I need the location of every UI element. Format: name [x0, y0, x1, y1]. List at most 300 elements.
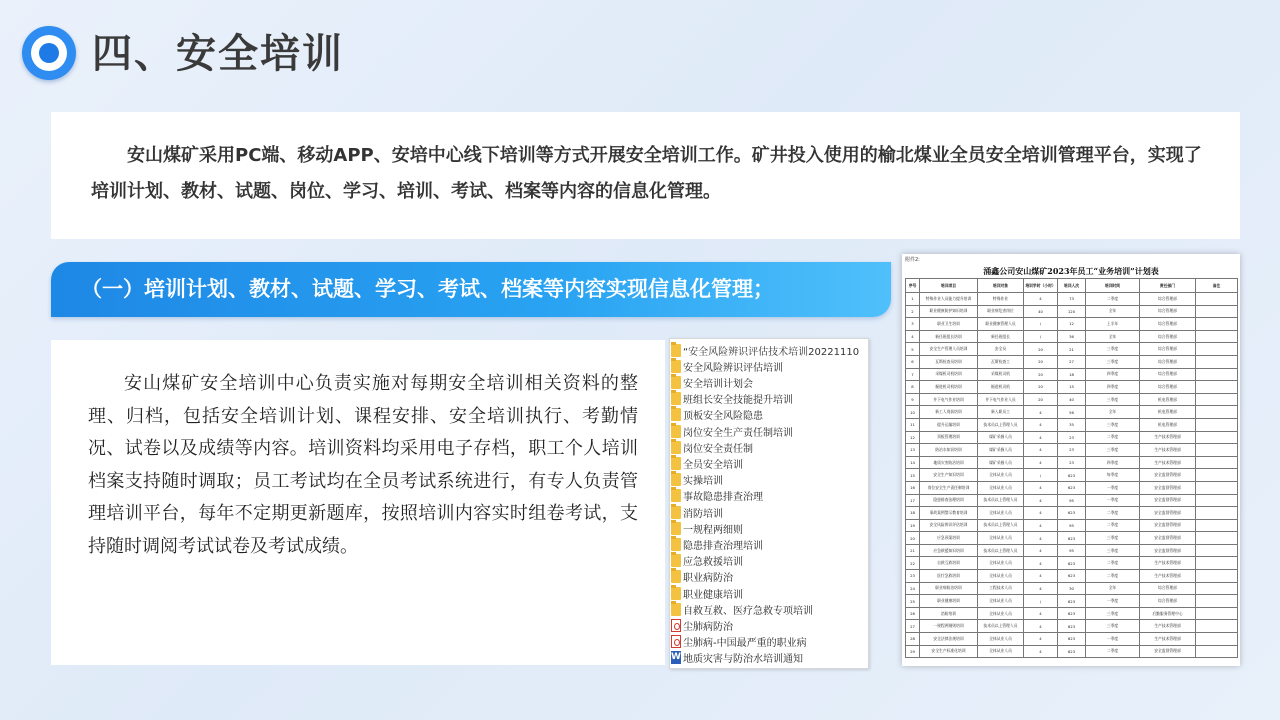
table-cell: [1196, 544, 1238, 557]
plan-title: 涌鑫公司安山煤矿2023年员工“业务培训”计划表: [983, 266, 1159, 276]
folder-icon: [671, 392, 681, 405]
table-cell: [1196, 570, 1238, 583]
table-cell: [1196, 607, 1238, 620]
body-panel: [51, 340, 665, 665]
table-cell: 17: [906, 494, 920, 507]
table-cell: 三季度: [1086, 444, 1140, 457]
pdf-file-icon: [671, 635, 681, 648]
table-cell: 二季度: [1086, 519, 1140, 532]
table-cell: 新任班组长培训: [920, 330, 978, 343]
folder-icon: [671, 376, 681, 389]
table-cell: [1196, 431, 1238, 444]
folder-icon: [671, 489, 681, 502]
table-cell: 623: [1058, 595, 1086, 608]
table-cell: 20: [1024, 355, 1058, 368]
table-cell: 生产技术管理部: [1140, 620, 1196, 633]
table-cell: 全体从业人员: [978, 633, 1024, 646]
intro-panel: [51, 112, 1240, 239]
table-cell: 4: [1024, 481, 1058, 494]
table-cell: 623: [1058, 633, 1086, 646]
table-cell: 安全生产标准化培训: [920, 645, 978, 658]
table-cell: [1196, 532, 1238, 545]
folder-list-item[interactable]: [670, 374, 869, 390]
table-cell: [1196, 519, 1238, 532]
table-cell: 三季度: [1086, 393, 1140, 406]
folder-item-label: 职业健康培训: [683, 589, 743, 601]
table-cell: 5: [906, 343, 920, 356]
table-cell: 18: [906, 507, 920, 520]
table-cell: 全年: [1086, 305, 1140, 318]
folder-icon: [671, 506, 681, 519]
table-cell: 一季度: [1086, 481, 1140, 494]
table-cell: 安全生产管理人员培训: [920, 343, 978, 356]
table-cell: 一季度: [1086, 494, 1140, 507]
table-cell: 采煤机司机: [978, 368, 1024, 381]
table-cell: 4: [1024, 444, 1058, 457]
training-plan-document: [902, 254, 1240, 666]
table-cell: 安全监督管理部: [1140, 481, 1196, 494]
table-cell: 新工人岗前培训: [920, 406, 978, 419]
table-cell: 4: [1024, 607, 1058, 620]
folder-item-label: 地质灾害与防治水培训通知: [683, 654, 803, 666]
table-cell: [1196, 481, 1238, 494]
table-row: [906, 406, 1238, 419]
table-cell: 15: [906, 469, 920, 482]
table-row: [906, 481, 1238, 494]
table-header-cell: 责任部门: [1140, 279, 1196, 293]
table-cell: 新入职员工: [978, 406, 1024, 419]
table-cell: 综合管理部: [1140, 381, 1196, 394]
table-cell: 职业健康管理人员: [978, 318, 1024, 331]
table-cell: 全年: [1086, 406, 1140, 419]
folder-item-label: 一规程两细则: [683, 524, 743, 536]
table-cell: 安全员: [978, 343, 1024, 356]
table-cell: 13: [906, 444, 920, 457]
folder-item-label: 职业病防治: [683, 573, 733, 585]
table-cell: 综合管理部: [1140, 293, 1196, 306]
table-cell: 623: [1058, 469, 1086, 482]
table-cell: 防治水知识培训: [920, 444, 978, 457]
folder-item-label: 尘肺病-中国最严重的职业病: [683, 638, 807, 650]
table-cell: 生产技术管理部: [1140, 444, 1196, 457]
table-cell: 23: [1058, 431, 1086, 444]
folder-list-item[interactable]: [670, 569, 869, 585]
table-cell: 消防培训: [920, 607, 978, 620]
table-cell: 全体从业人员: [978, 645, 1024, 658]
table-cell: 4: [1024, 570, 1058, 583]
table-cell: 技术员以上管理人员: [978, 418, 1024, 431]
table-cell: 40: [1024, 305, 1058, 318]
table-cell: [1196, 469, 1238, 482]
folder-list-item[interactable]: [670, 423, 869, 439]
folder-list-item[interactable]: [670, 439, 869, 455]
table-cell: 职业病危害岗位: [978, 305, 1024, 318]
table-header-cell: 序号: [906, 279, 920, 293]
table-header-cell: 培训对象: [978, 279, 1024, 293]
folder-list-item[interactable]: [670, 536, 869, 552]
table-cell: 全体从业人员: [978, 607, 1024, 620]
table-cell: 四季度: [1086, 368, 1140, 381]
page-title: 四、安全培训: [92, 31, 344, 77]
table-cell: 技术员以上管理人员: [978, 519, 1024, 532]
table-cell: 4: [1024, 519, 1058, 532]
table-header-cell: 培训学时（小时）: [1024, 279, 1058, 293]
table-cell: 井下电气作业人员: [978, 393, 1024, 406]
table-row: [906, 418, 1238, 431]
table-row: [906, 381, 1238, 394]
section-banner: [51, 262, 891, 317]
table-cell: 4: [1024, 645, 1058, 658]
training-folder-list: [669, 338, 869, 669]
table-cell: 二季度: [1086, 645, 1140, 658]
table-cell: 26: [906, 607, 920, 620]
table-cell: 应急救援知识培训: [920, 544, 978, 557]
table-cell: 4: [1024, 494, 1058, 507]
table-cell: 全体从业人员: [978, 595, 1024, 608]
table-header-cell: 培训项目: [920, 279, 978, 293]
table-cell: 瓦斯检查工: [978, 355, 1024, 368]
table-cell: 4: [1024, 406, 1058, 419]
table-cell: 623: [1058, 481, 1086, 494]
table-cell: 综合管理部: [1140, 305, 1196, 318]
table-cell: 隐患排查治理培训: [920, 494, 978, 507]
table-cell: 三季度: [1086, 620, 1140, 633]
table-cell: 20: [906, 532, 920, 545]
table-cell: 623: [1058, 607, 1086, 620]
table-cell: [1196, 406, 1238, 419]
table-cell: 3: [906, 318, 920, 331]
folder-icon: [671, 425, 681, 438]
table-cell: 综合管理部: [1140, 368, 1196, 381]
table-cell: 二季度: [1086, 557, 1140, 570]
folder-item-label: 自救互救、医疗急救专项培训: [683, 605, 813, 617]
table-row: [906, 620, 1238, 633]
folder-list-item[interactable]: [670, 407, 869, 423]
table-cell: 27: [1058, 355, 1086, 368]
folder-list-item[interactable]: [670, 455, 869, 471]
table-cell: 岗位安全生产责任制培训: [920, 481, 978, 494]
table-cell: 95: [1058, 494, 1086, 507]
table-cell: 综合管理部: [1140, 582, 1196, 595]
table-cell: 综合管理部: [1140, 343, 1196, 356]
folder-icon: [671, 360, 681, 373]
table-cell: 生产技术管理部: [1140, 456, 1196, 469]
table-cell: 4: [1024, 544, 1058, 557]
table-cell: 623: [1058, 507, 1086, 520]
folder-list-item[interactable]: [670, 553, 869, 569]
table-cell: 623: [1058, 645, 1086, 658]
folder-list-item[interactable]: [670, 634, 869, 650]
table-cell: /: [1024, 595, 1058, 608]
table-cell: 四季度: [1086, 381, 1140, 394]
table-cell: [1196, 293, 1238, 306]
table-cell: 安全法律法规培训: [920, 633, 978, 646]
folder-list-item[interactable]: [670, 585, 869, 601]
table-cell: 安全监督管理部: [1140, 519, 1196, 532]
table-cell: 技术员以上管理人员: [978, 494, 1024, 507]
table-row: [906, 633, 1238, 646]
table-cell: 16: [906, 481, 920, 494]
table-cell: 三季度: [1086, 355, 1140, 368]
table-cell: [1196, 444, 1238, 457]
table-cell: 综合管理部: [1140, 318, 1196, 331]
table-row: [906, 343, 1238, 356]
table-cell: [1196, 582, 1238, 595]
table-cell: 12: [1058, 318, 1086, 331]
table-cell: 职业健康防护知识培训: [920, 305, 978, 318]
table-cell: 24: [906, 582, 920, 595]
table-cell: 20: [1024, 343, 1058, 356]
table-row: [906, 318, 1238, 331]
table-cell: /: [1024, 469, 1058, 482]
logo-core: [39, 43, 59, 63]
table-header-cell: 培训时间: [1086, 279, 1140, 293]
table-header-cell: 培训人次: [1058, 279, 1086, 293]
table-row: [906, 305, 1238, 318]
table-cell: 25: [906, 595, 920, 608]
body-paragraph: 安山煤矿安全培训中心负责实施对每期安全培训相关资料的整理、归档，包括安全培训计划、课程安排、安全培训执行、考勤情况、试卷以及成绩等内容。培训资料均采用电子存档，职工个人培训档案支持随时调取；员工考试均在全员考试系统进行，有专人负责管理培训平台，每年不定期更新题库，按照培训内容实时组卷考试，支持随时调阅考试试卷及考试成绩。: [88, 373, 638, 557]
folder-icon: [671, 457, 681, 470]
table-cell: 19: [906, 519, 920, 532]
table-cell: 23: [1058, 456, 1086, 469]
table-cell: [1196, 645, 1238, 658]
table-cell: 地质灾害防治培训: [920, 456, 978, 469]
table-cell: 技术员以上管理人员: [978, 620, 1024, 633]
section-heading: （一）培训计划、教材、试题、学习、考试、档案等内容实现信息化管理；: [81, 277, 774, 301]
table-cell: 职业健康培训: [920, 595, 978, 608]
folder-list-item[interactable]: [670, 520, 869, 536]
table-cell: 27: [906, 620, 920, 633]
table-cell: 1: [906, 293, 920, 306]
table-cell: 12: [906, 431, 920, 444]
table-cell: 机电管理部: [1140, 393, 1196, 406]
table-cell: 综合管理部: [1140, 595, 1196, 608]
table-cell: 二季度: [1086, 507, 1140, 520]
folder-item-label: 消防培训: [683, 508, 723, 520]
table-row: [906, 557, 1238, 570]
table-cell: 安全监督管理部: [1140, 507, 1196, 520]
table-cell: 三季度: [1086, 418, 1140, 431]
table-cell: 4: [1024, 633, 1058, 646]
table-row: [906, 355, 1238, 368]
table-cell: 23: [906, 570, 920, 583]
table-cell: 4: [1024, 293, 1058, 306]
table-cell: [1196, 343, 1238, 356]
table-cell: 29: [906, 645, 920, 658]
table-cell: 95: [1058, 544, 1086, 557]
folder-list-item[interactable]: [670, 650, 869, 666]
table-cell: 4: [906, 330, 920, 343]
table-cell: 瓦斯检查员培训: [920, 355, 978, 368]
table-cell: 安全风险辨识评估培训: [920, 519, 978, 532]
folder-icon: [671, 441, 681, 454]
table-cell: /: [1024, 318, 1058, 331]
folder-item-label: 顶板安全风险隐患: [683, 411, 763, 423]
table-cell: 35: [1058, 418, 1086, 431]
table-cell: 28: [906, 633, 920, 646]
table-cell: 工程技术人员: [978, 582, 1024, 595]
attachment-label: 附件2:: [905, 257, 920, 263]
table-cell: 生产技术管理部: [1140, 431, 1196, 444]
table-cell: 一季度: [1086, 633, 1140, 646]
table-cell: 掘进机司机培训: [920, 381, 978, 394]
table-header-cell: 备注: [1196, 279, 1238, 293]
table-cell: 二季度: [1086, 431, 1140, 444]
table-cell: 采煤机司机培训: [920, 368, 978, 381]
table-cell: 全年: [1086, 330, 1140, 343]
table-cell: [1196, 507, 1238, 520]
table-cell: /: [1024, 330, 1058, 343]
table-cell: 四季度: [1086, 456, 1140, 469]
table-row: [906, 607, 1238, 620]
intro-paragraph: 安山煤矿采用PC端、移动APP、安培中心线下培训等方式开展安全培训工作。矿井投入使用的榆北煤业全员安全培训管理平台，实现了培训计划、教材、试题、岗位、学习、培训、考试、档案等内容的信息化管理。: [91, 145, 1202, 202]
folder-icon: [671, 554, 681, 567]
table-row: [906, 444, 1238, 457]
table-cell: 7: [906, 368, 920, 381]
table-cell: 生产技术管理部: [1140, 633, 1196, 646]
table-cell: 每季度: [1086, 469, 1140, 482]
folder-list-item[interactable]: [670, 504, 869, 520]
table-row: [906, 519, 1238, 532]
table-cell: 安全监督管理部: [1140, 645, 1196, 658]
table-cell: 机电管理部: [1140, 406, 1196, 419]
table-cell: 事故案例警示教育培训: [920, 507, 978, 520]
folder-list-item[interactable]: [670, 358, 869, 374]
folder-icon: [671, 344, 681, 357]
folder-item-label: 实操培训: [683, 476, 723, 488]
folder-list-item[interactable]: [670, 342, 869, 358]
table-cell: 9: [906, 393, 920, 406]
table-cell: 21: [1058, 343, 1086, 356]
table-cell: 11: [906, 418, 920, 431]
table-cell: 提升运输培训: [920, 418, 978, 431]
table-row: [906, 570, 1238, 583]
table-cell: 全体从业人员: [978, 481, 1024, 494]
table-cell: 一规程两细则培训: [920, 620, 978, 633]
logo-icon: [22, 26, 76, 80]
table-cell: 4: [1024, 431, 1058, 444]
folder-icon: [671, 587, 681, 600]
word-file-icon: W: [671, 652, 681, 663]
table-cell: 医疗急救培训: [920, 570, 978, 583]
table-cell: 40: [1058, 393, 1086, 406]
table-cell: [1196, 418, 1238, 431]
table-cell: 4: [1024, 507, 1058, 520]
table-cell: 4: [1024, 532, 1058, 545]
table-row: [906, 393, 1238, 406]
table-cell: 8: [906, 381, 920, 394]
table-cell: 全体从业人员: [978, 570, 1024, 583]
table-cell: 掘进机司机: [978, 381, 1024, 394]
table-cell: [1196, 368, 1238, 381]
table-cell: 623: [1058, 570, 1086, 583]
folder-item-label: 安全风险辨识评估培训: [683, 362, 783, 374]
table-cell: 18: [1058, 368, 1086, 381]
table-row: [906, 469, 1238, 482]
table-cell: 特殊作业人员能力提升培训: [920, 293, 978, 306]
table-cell: 机电管理部: [1140, 418, 1196, 431]
table-cell: 20: [1024, 381, 1058, 394]
table-cell: 煤矿采掘人员: [978, 431, 1024, 444]
folder-list-item[interactable]: [670, 617, 869, 633]
folder-list-item[interactable]: [670, 391, 869, 407]
table-cell: 技术员以上管理人员: [978, 544, 1024, 557]
folder-item-label: 全员安全培训: [683, 459, 743, 471]
table-cell: [1196, 620, 1238, 633]
table-cell: [1196, 456, 1238, 469]
table-cell: [1196, 557, 1238, 570]
table-cell: 全体从业人员: [978, 469, 1024, 482]
table-cell: 自救互救培训: [920, 557, 978, 570]
table-cell: [1196, 381, 1238, 394]
table-row: [906, 368, 1238, 381]
table-cell: 2: [906, 305, 920, 318]
table-cell: [1196, 305, 1238, 318]
table-cell: 煤矿采掘人员: [978, 444, 1024, 457]
table-cell: [1196, 393, 1238, 406]
table-cell: 综合管理部: [1140, 355, 1196, 368]
table-cell: 生产技术管理部: [1140, 557, 1196, 570]
table-row: [906, 431, 1238, 444]
folder-item-label: 岗位安全责任制: [683, 443, 753, 455]
table-cell: 二季度: [1086, 570, 1140, 583]
folder-item-label: 岗位安全生产责任制培训: [683, 427, 793, 439]
table-cell: [1196, 595, 1238, 608]
table-cell: 20: [1024, 368, 1058, 381]
table-cell: 三季度: [1086, 607, 1140, 620]
table-row: [906, 532, 1238, 545]
table-cell: 三季度: [1086, 544, 1140, 557]
table-cell: 全体从业人员: [978, 532, 1024, 545]
table-cell: 特殊作业: [978, 293, 1024, 306]
table-cell: 职业病防治培训: [920, 582, 978, 595]
table-cell: 后勤服务管理中心: [1140, 607, 1196, 620]
folder-icon: [671, 522, 681, 535]
table-row: [906, 595, 1238, 608]
table-cell: 22: [906, 557, 920, 570]
table-cell: 15: [1058, 381, 1086, 394]
folder-item-label: 班组长安全技能提升培训: [683, 395, 793, 407]
folder-list-item[interactable]: [670, 488, 869, 504]
table-cell: 应急预案培训: [920, 532, 978, 545]
pdf-file-icon: [671, 619, 681, 632]
table-cell: 煤矿采掘人员: [978, 456, 1024, 469]
table-cell: 安全监督管理部: [1140, 494, 1196, 507]
folder-icon: [671, 538, 681, 551]
table-row: [906, 582, 1238, 595]
folder-list-item[interactable]: [670, 472, 869, 488]
folder-item-label: 安全培训计划会: [683, 378, 753, 390]
table-cell: 20: [1024, 393, 1058, 406]
table-cell: 安全监督管理部: [1140, 469, 1196, 482]
table-cell: 新任班组长: [978, 330, 1024, 343]
table-cell: 21: [906, 544, 920, 557]
table-cell: 30: [1058, 582, 1086, 595]
table-row: [906, 456, 1238, 469]
table-cell: 全年: [1086, 582, 1140, 595]
folder-list-item[interactable]: [670, 601, 869, 617]
table-cell: 安全监督管理部: [1140, 544, 1196, 557]
table-cell: 安全监督管理部: [1140, 532, 1196, 545]
table-row: [906, 330, 1238, 343]
table-cell: 623: [1058, 620, 1086, 633]
table-cell: 一季度: [1086, 595, 1140, 608]
table-cell: [1196, 318, 1238, 331]
table-cell: 生产技术管理部: [1140, 570, 1196, 583]
table-cell: 综合管理部: [1140, 330, 1196, 343]
table-row: [906, 507, 1238, 520]
folder-item-label: 事故隐患排查治理: [683, 492, 763, 504]
